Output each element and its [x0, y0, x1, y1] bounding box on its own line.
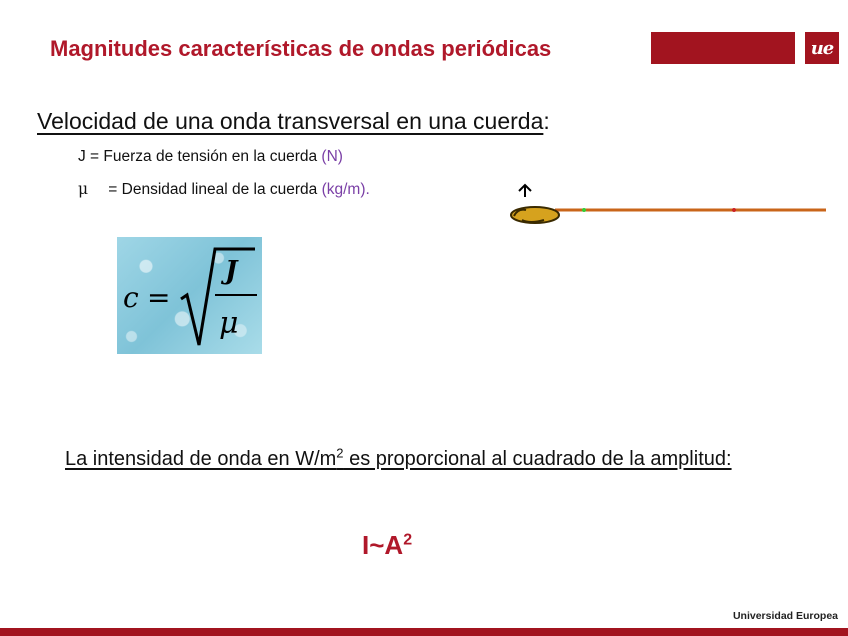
formula-equals: =: [147, 281, 171, 314]
intensity-law: [362, 530, 412, 561]
formula-lhs: c: [123, 281, 139, 314]
section-heading-text: Velocidad de una onda transversal en una cuerda: [37, 108, 544, 134]
intensity-text-before: La intensidad de onda en W/m: [65, 448, 337, 470]
sqrt-sign: [181, 249, 255, 345]
definition-tension: [78, 148, 343, 166]
ue-logo: [805, 32, 839, 64]
footer-bar: [0, 628, 848, 636]
up-arrow-icon: [519, 185, 531, 197]
intensity-text-after: es proporcional al cuadrado de la amplitud:: [343, 448, 732, 470]
string-wave-animation: [500, 180, 830, 230]
intensity-statement: [65, 444, 818, 474]
formula-denominator: μ: [219, 306, 239, 341]
ue-logo-text: ue: [810, 37, 834, 59]
definition-symbol: J: [78, 148, 86, 165]
intensity-superscript: 2: [336, 445, 344, 461]
law-superscript: 2: [403, 531, 413, 549]
definition-symbol: μ: [78, 180, 89, 198]
title-accent-bar: [651, 32, 795, 64]
law-base: I~A: [362, 530, 404, 560]
string-marker-red: [732, 208, 736, 212]
footer-brand: Universidad Europea: [732, 610, 838, 622]
definition-text: = Fuerza de tensión en la cuerda: [85, 148, 322, 165]
definition-density: [78, 180, 370, 199]
formula-numerator: J: [225, 256, 238, 286]
definition-unit: (kg/m).: [321, 181, 370, 198]
definition-text: = Densidad lineal de la cuerda: [104, 181, 322, 198]
section-heading-suffix: :: [543, 108, 550, 134]
definition-unit: (N): [321, 148, 343, 165]
wave-speed-formula: [117, 237, 262, 354]
section-heading: [37, 108, 550, 135]
slide-title: Magnitudes características de ondas periódicas: [50, 36, 552, 61]
hand-icon: [511, 207, 559, 223]
string-marker-green: [582, 208, 586, 212]
